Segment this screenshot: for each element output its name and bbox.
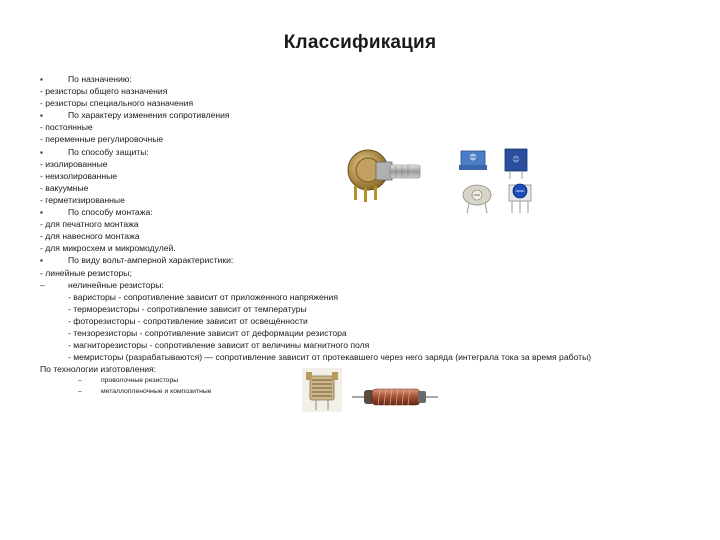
dash-marker: – [78, 377, 82, 384]
list-text: По способу защиты: [68, 146, 149, 157]
list-item [40, 218, 640, 230]
list-text: - переменные регулировочные [40, 134, 164, 145]
list-item [40, 194, 640, 206]
list-item [40, 279, 640, 291]
list-item [40, 267, 640, 279]
tech-item-film [78, 387, 212, 397]
list-item [40, 182, 640, 194]
bullet-item [40, 254, 640, 266]
tech-item-wire [78, 376, 178, 386]
list-text: - вакуумные [40, 182, 89, 193]
trimmer-resistors-image [455, 145, 545, 217]
list-text: По назначению: [68, 74, 132, 84]
sub-item [40, 327, 640, 339]
list-text: металлопленочные и композитные [101, 388, 212, 395]
list-text: - мемристоры (разрабатываются) — сопротивление зависит от протекавшего через него заряда (интеграла тока за время работы) [68, 352, 592, 363]
list-text: - линейные резисторы; [40, 267, 132, 278]
list-item [40, 158, 640, 170]
dash-marker: – [40, 279, 45, 290]
list-text: проволочные резисторы [101, 377, 179, 384]
list-text: - для навесного монтажа [40, 231, 140, 242]
bullet-item [40, 206, 640, 218]
list-text: - терморезисторы - сопротивление зависит от температуры [68, 303, 307, 314]
list-text: - тензорезисторы - сопротивление зависит от деформации резистора [68, 327, 347, 338]
bullet-item [40, 146, 640, 158]
classification-list [40, 73, 640, 375]
bullet-item [40, 73, 640, 85]
list-text: - магниторезисторы - сопротивление зависит от величины магнитного поля [68, 340, 370, 351]
list-text: - для микросхем и микромодулей. [40, 243, 176, 254]
film-resistor-image [352, 385, 438, 409]
list-text: - изолированные [40, 158, 108, 169]
list-text: - постоянные [40, 122, 93, 133]
dash-marker: – [78, 388, 82, 395]
list-text: - резисторы специального назначения [40, 98, 194, 109]
list-text: По технологии изготовления: [40, 364, 157, 375]
list-text: нелинейные резисторы: [68, 279, 164, 290]
sub-item [40, 339, 640, 351]
sub-item [40, 351, 640, 363]
list-item [40, 133, 640, 145]
list-item [40, 230, 640, 242]
list-text: По характеру изменения сопротивления [68, 110, 230, 121]
wirewound-resistor-image [302, 368, 342, 412]
sub-item [40, 303, 640, 315]
list-text: - герметизированные [40, 194, 125, 205]
list-item [40, 170, 640, 182]
list-text: - неизолированные [40, 170, 118, 181]
potentiometer-image [342, 144, 442, 206]
list-text: - для печатного монтажа [40, 219, 139, 230]
list-item [40, 242, 640, 254]
bullet-item [40, 109, 640, 121]
slide-title: Классификация [283, 32, 437, 53]
list-text: По виду вольт-амперной характеристики: [68, 255, 234, 266]
list-item [40, 121, 640, 133]
list-item [40, 97, 640, 109]
sub-item [40, 291, 640, 303]
list-text: - варисторы - сопротивление зависит от приложенного напряжения [68, 291, 338, 302]
list-item [40, 85, 640, 97]
sub-item [40, 315, 640, 327]
list-text: - резисторы общего назначения [40, 86, 168, 97]
list-text: По способу монтажа: [68, 207, 153, 218]
list-text: - фоторезисторы - сопротивление зависит от освещённости [68, 315, 308, 326]
